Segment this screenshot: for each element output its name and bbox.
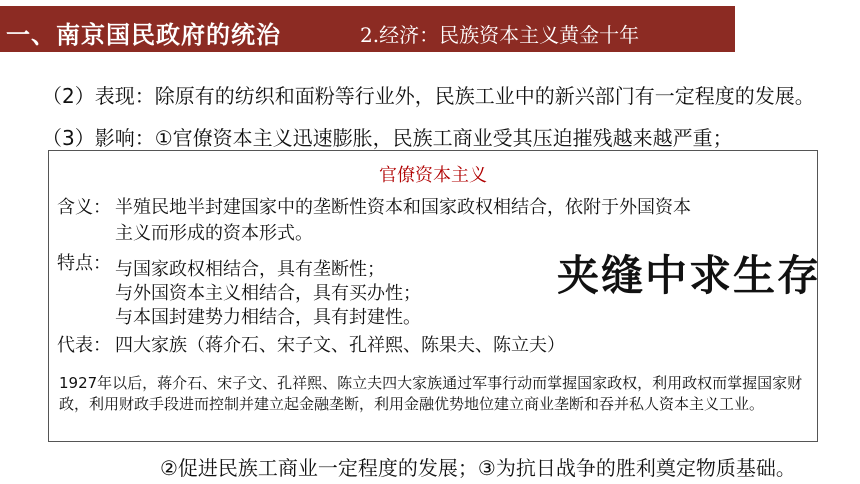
representative-label: 代表： [57,335,111,356]
section-subtitle: 2.经济：民族资本主义黄金十年 [360,23,640,47]
meaning-text-2: 主义而形成的资本形式。 [115,223,313,244]
box-title: 官僚资本主义 [379,165,487,186]
impact-text: （3）影响：①官僚资本主义迅速膨胀，民族工商业受其压迫摧残越来越严重； [42,126,733,150]
slide-header [0,0,860,60]
feature-3: 与本国封建势力相结合，具有封建性。 [115,307,421,328]
representative-text: 四大家族（蒋介石、宋子文、孔祥熙、陈果夫、陈立夫） [115,335,565,356]
features-label: 特点： [57,253,111,274]
stamp-text: 夹缝中求生存 [557,251,822,300]
performance-text: （2）表现：除原有的纺织和面粉等行业外，民族工业中的新兴部门有一定程度的发展。 [42,84,815,108]
background-note: 1927年以后，蒋介石、宋子文、孔祥熙、陈立夫四大家族通过军事行动而掌握国家政权，利用政权而掌握国家财政，利用财政手段进而控制并建立起金融垄断，利用金融优势地位建立商业垄断和吞并私人资本主义工业。 [59,374,803,413]
header-bar [0,6,735,52]
impact-text-continued: ②促进民族工商业一定程度的发展；③为抗日战争的胜利奠定物质基础。 [160,456,796,480]
feature-1: 与国家政权相结合，具有垄断性； [115,259,385,280]
feature-2: 与外国资本主义相结合，具有买办性； [115,283,421,304]
section-title: 一、南京国民政府的统治 [6,20,281,49]
meaning-label: 含义： [57,197,111,218]
definition-box [48,150,822,442]
meaning-text-1: 半殖民地半封建国家中的垄断性资本和国家政权相结合，依附于外国资本 [115,197,691,218]
